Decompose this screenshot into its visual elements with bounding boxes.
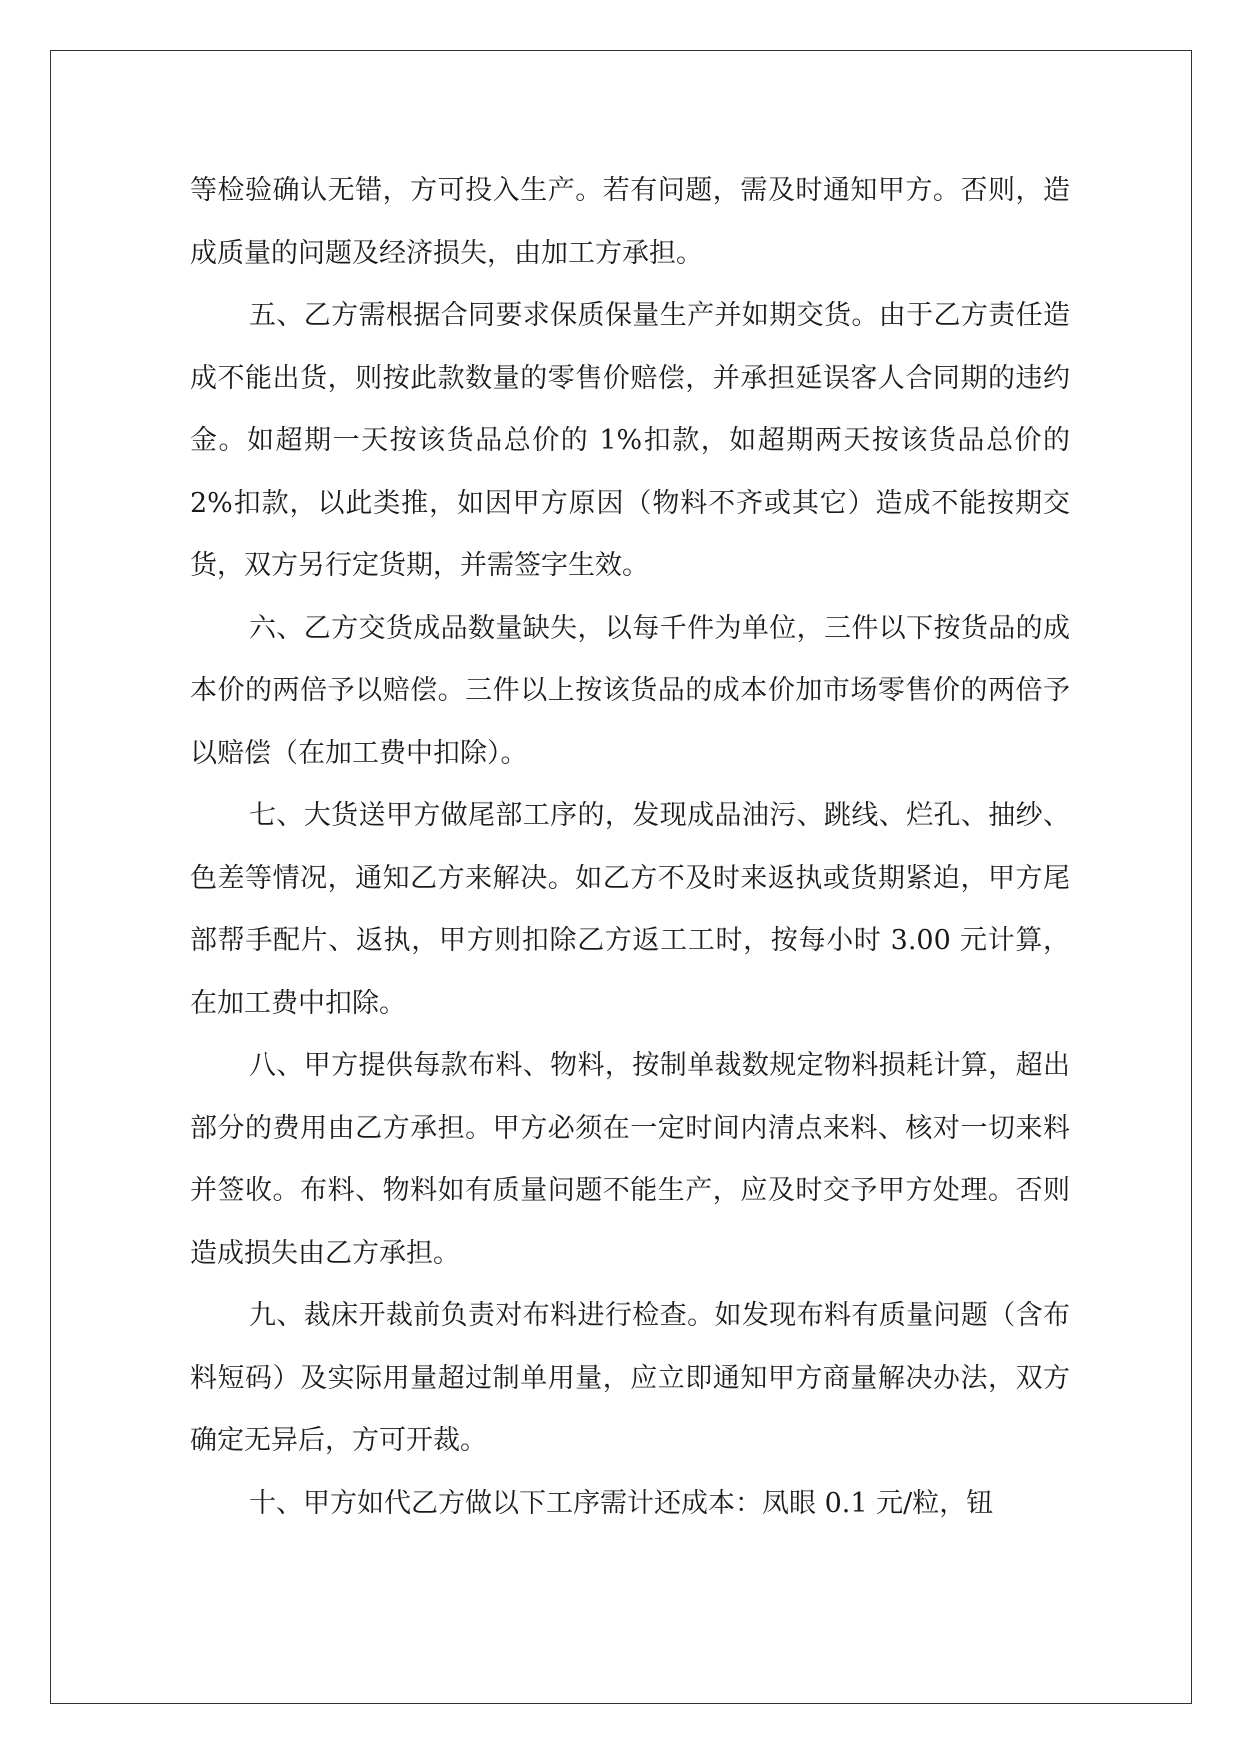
document-body xyxy=(190,160,1070,1535)
paragraph-continuation: 等检验确认无错，方可投入生产。若有问题，需及时通知甲方。否则，造成质量的问题及经济损失，由加工方承担。 xyxy=(190,175,1070,269)
paragraph-clause-10: 十、甲方如代乙方做以下工序需计还成本：凤眼 0.1 元/粒，钮 xyxy=(249,1487,994,1519)
paragraph-clause-7: 七、大货送甲方做尾部工序的，发现成品油污、跳线、烂孔、抽纱、色差等情况，通知乙方来解决。如乙方不及时来返执或货期紧迫，甲方尾部帮手配片、返执，甲方则扣除乙方返工工时，按每小时 3.00 元计算，在加工费中扣除。 xyxy=(190,800,1070,1019)
paragraph-clause-8: 八、甲方提供每款布料、物料，按制单裁数规定物料损耗计算，超出部分的费用由乙方承担。甲方必须在一定时间内清点来料、核对一切来料并签收。布料、物料如有质量问题不能生产，应及时交予甲方处理。否则造成损失由乙方承担。 xyxy=(190,1050,1070,1269)
paragraph-clause-5: 五、乙方需根据合同要求保质保量生产并如期交货。由于乙方责任造成不能出货，则按此款数量的零售价赔偿，并承担延误客人合同期的违约金。如超期一天按该货品总价的 1%扣款，如超期两天按该货品总价的 2%扣款，以此类推，如因甲方原因（物料不齐或其它）造成不能按期交货，双方另行定货期，并需签字生效。 xyxy=(190,300,1070,581)
paragraph-clause-9: 九、裁床开裁前负责对布料进行检查。如发现布料有质量问题（含布料短码）及实际用量超过制单用量，应立即通知甲方商量解决办法，双方确定无异后，方可开裁。 xyxy=(190,1300,1070,1456)
paragraph-clause-6: 六、乙方交货成品数量缺失，以每千件为单位，三件以下按货品的成本价的两倍予以赔偿。三件以上按该货品的成本价加市场零售价的两倍予以赔偿（在加工费中扣除）。 xyxy=(190,612,1070,769)
